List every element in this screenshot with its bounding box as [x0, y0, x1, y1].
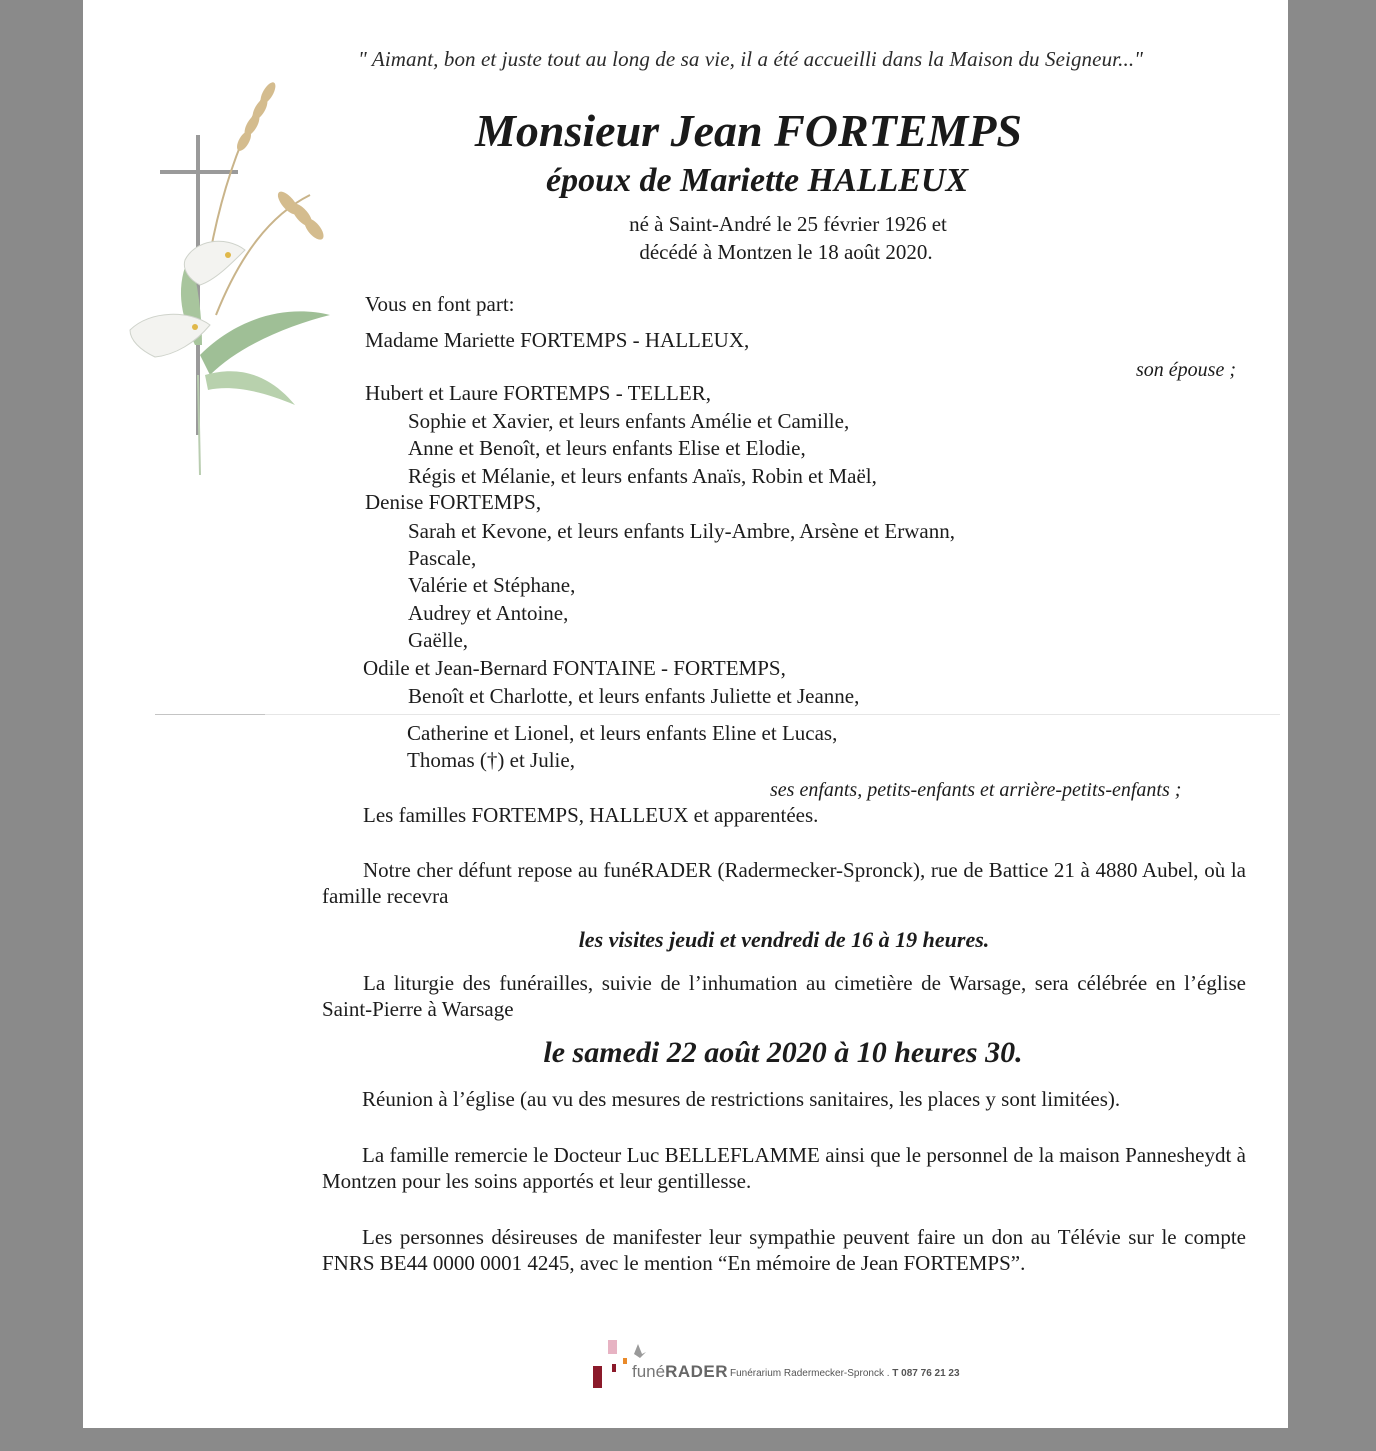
list-item: Catherine et Lionel, et leurs enfants Eline et Lucas,	[407, 721, 838, 745]
list-item: Anne et Benoît, et leurs enfants Elise et Elodie,	[408, 436, 806, 460]
list-item: Audrey et Antoine,	[408, 601, 569, 625]
ceremony-date: le samedi 22 août 2020 à 10 heures 30.	[543, 1036, 1023, 1069]
list-item: Gaëlle,	[408, 628, 469, 652]
intro-line: Vous en font part:	[365, 292, 515, 316]
reunion-line: Réunion à l’église (au vu des mesures de restrictions sanitaires, les places y sont limitées).	[362, 1087, 1121, 1111]
cross-with-lilies-illustration	[120, 75, 340, 485]
fold-mark	[155, 714, 265, 715]
list-item: Valérie et Stéphane,	[408, 573, 576, 597]
quote: " Aimant, bon et juste tout au long de sa vie, il a été accueilli dans la Maison du Seigneur..."	[358, 47, 1144, 71]
funerader-logo	[590, 1340, 970, 1388]
donation-paragraph: Les personnes désireuses de manifester leur sympathie peuvent faire un don au Télévie sur le compte FNRS BE44 0000 0001 4245, avec le mention “En mémoire de Jean FORTEMPS”.	[322, 1225, 1246, 1275]
list-item: Pascale,	[408, 546, 477, 570]
subtitle: époux de Mariette HALLEUX	[546, 162, 969, 199]
spouse-line: Madame Mariette FORTEMPS - HALLEUX,	[365, 328, 750, 352]
repose-paragraph: Notre cher défunt repose au funéRADER (Radermecker-Spronck), rue de Battice 21 à 4880 Aubel, où la famille recevra	[322, 858, 1246, 908]
fold-line	[155, 714, 1280, 715]
liturgy-paragraph: La liturgie des funérailles, suivie de l’inhumation au cimetière de Warsage, sera célébrée en l’église Saint-Pierre à Warsage	[322, 971, 1246, 1021]
logo-brand-name: RADER	[665, 1362, 729, 1381]
logo-phone: T 087 76 21 23	[892, 1368, 960, 1379]
visits-line: les visites jeudi et vendredi de 16 à 19 heures.	[578, 927, 990, 952]
children-role: ses enfants, petits-enfants et arrière-petits-enfants ;	[770, 779, 1182, 801]
list-item: Denise FORTEMPS,	[365, 490, 542, 514]
list-item: Thomas (†) et Julie,	[407, 748, 575, 772]
logo-brand-prefix: funé	[632, 1362, 666, 1381]
logo-tagline-text: Funérarium Radermecker-Spronck .	[730, 1368, 893, 1379]
families-line: Les familles FORTEMPS, HALLEUX et apparentées.	[363, 803, 819, 827]
list-item: Odile et Jean-Bernard FONTAINE - FORTEMPS,	[363, 656, 786, 680]
spouse-role: son épouse ;	[1136, 359, 1236, 381]
logo-brand	[632, 1362, 728, 1382]
list-item: Benoît et Charlotte, et leurs enfants Juliette et Jeanne,	[408, 684, 860, 708]
list-item: Régis et Mélanie, et leurs enfants Anaïs, Robin et Maël,	[408, 464, 877, 488]
list-item: Sarah et Kevone, et leurs enfants Lily-Ambre, Arsène et Erwann,	[408, 519, 955, 543]
birth-line: né à Saint-André le 25 février 1926 et	[629, 212, 947, 236]
list-item: Hubert et Laure FORTEMPS - TELLER,	[365, 381, 711, 405]
death-line: décédé à Montzen le 18 août 2020.	[639, 240, 933, 264]
logo-tagline	[730, 1368, 960, 1379]
thanks-paragraph: La famille remercie le Docteur Luc BELLEFLAMME ainsi que le personnel de la maison Pannesheydt à Montzen pour les soins apportés et leur gentillesse.	[322, 1143, 1246, 1193]
page-title: Monsieur Jean FORTEMPS	[475, 105, 1023, 156]
list-item: Sophie et Xavier, et leurs enfants Amélie et Camille,	[408, 409, 850, 433]
